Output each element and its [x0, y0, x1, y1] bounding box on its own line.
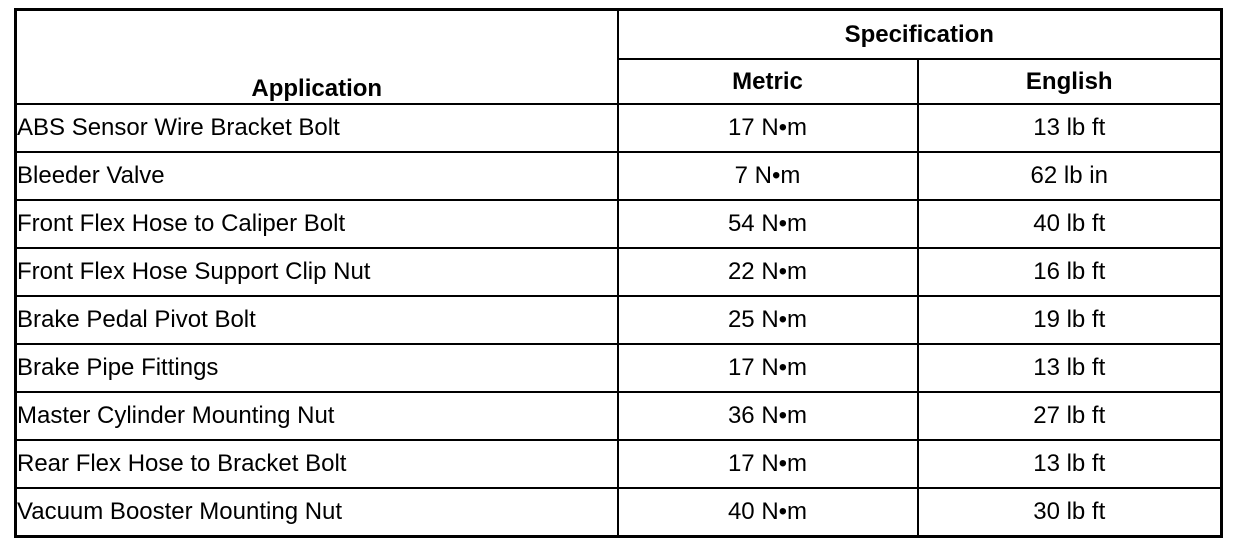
metric-cell: 17 N•m: [618, 344, 918, 392]
header-row-top: [16, 10, 1222, 60]
english-cell: 16 lb ft: [918, 248, 1222, 296]
table-body: [16, 104, 1222, 537]
metric-cell: 17 N•m: [618, 104, 918, 152]
application-cell: Bleeder Valve: [16, 152, 618, 200]
english-cell: 13 lb ft: [918, 440, 1222, 488]
metric-cell: 40 N•m: [618, 488, 918, 537]
metric-cell: 22 N•m: [618, 248, 918, 296]
metric-cell: 25 N•m: [618, 296, 918, 344]
metric-cell: 36 N•m: [618, 392, 918, 440]
torque-spec-table-container: [14, 8, 1220, 538]
english-header: English: [918, 59, 1222, 104]
application-cell: Vacuum Booster Mounting Nut: [16, 488, 618, 537]
application-cell: Front Flex Hose to Caliper Bolt: [16, 200, 618, 248]
application-cell: Brake Pedal Pivot Bolt: [16, 296, 618, 344]
application-cell: Master Cylinder Mounting Nut: [16, 392, 618, 440]
application-cell: Front Flex Hose Support Clip Nut: [16, 248, 618, 296]
english-cell: 13 lb ft: [918, 104, 1222, 152]
table-row: [16, 344, 1222, 392]
table-row: [16, 488, 1222, 537]
english-cell: 13 lb ft: [918, 344, 1222, 392]
metric-cell: 7 N•m: [618, 152, 918, 200]
table-row: [16, 200, 1222, 248]
application-cell: ABS Sensor Wire Bracket Bolt: [16, 104, 618, 152]
english-cell: 40 lb ft: [918, 200, 1222, 248]
table-row: [16, 392, 1222, 440]
metric-cell: 54 N•m: [618, 200, 918, 248]
table-row: [16, 104, 1222, 152]
table-row: [16, 248, 1222, 296]
application-cell: Rear Flex Hose to Bracket Bolt: [16, 440, 618, 488]
table-row: [16, 152, 1222, 200]
table-header: [16, 10, 1222, 105]
application-header: Application: [16, 10, 618, 105]
specification-header: Specification: [618, 10, 1222, 60]
table-row: [16, 440, 1222, 488]
torque-spec-table: [14, 8, 1223, 538]
english-cell: 30 lb ft: [918, 488, 1222, 537]
english-cell: 62 lb in: [918, 152, 1222, 200]
english-cell: 19 lb ft: [918, 296, 1222, 344]
metric-header: Metric: [618, 59, 918, 104]
application-cell: Brake Pipe Fittings: [16, 344, 618, 392]
table-row: [16, 296, 1222, 344]
english-cell: 27 lb ft: [918, 392, 1222, 440]
metric-cell: 17 N•m: [618, 440, 918, 488]
